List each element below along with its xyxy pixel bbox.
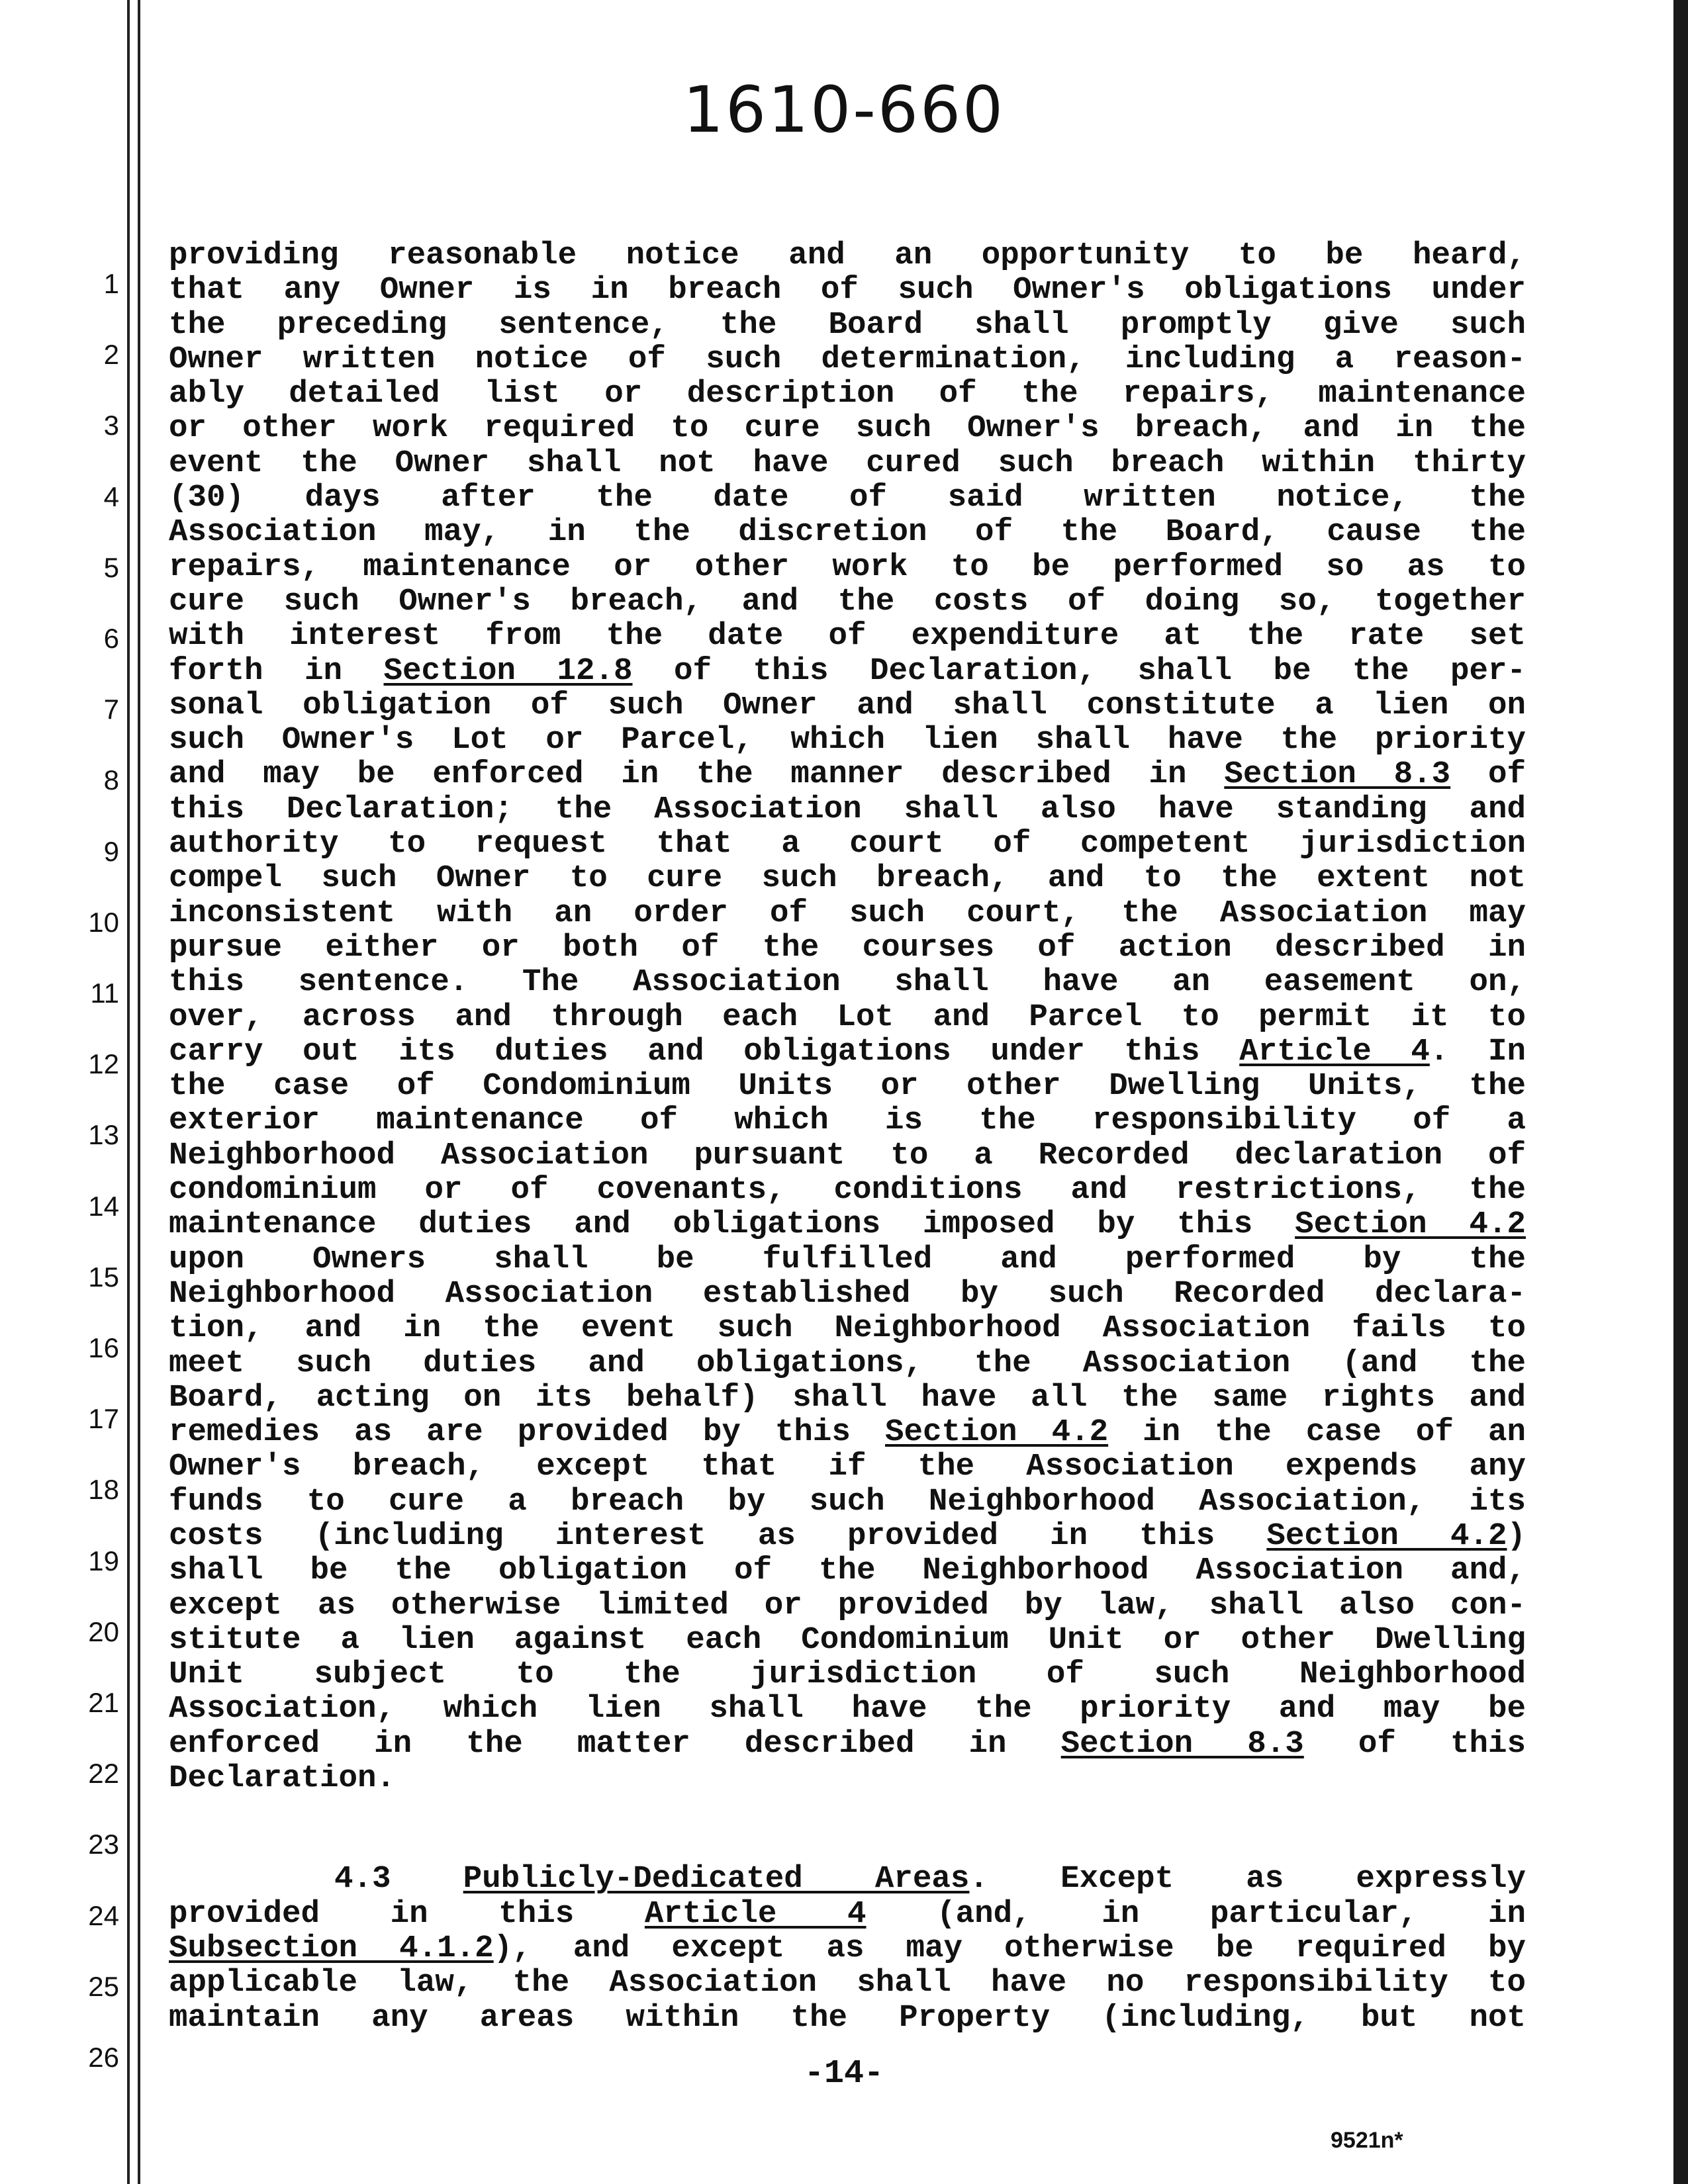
text-line: upon Owners shall be fulfilled and performed by the [169,1241,1526,1277]
text-line: that any Owner is in breach of such Owner's obligations under [169,272,1526,308]
line-number: 7 [103,694,119,725]
line-number: 17 [88,1403,119,1435]
text-line: repairs, maintenance or other work to be performed so as to [169,549,1526,585]
text-line: inconsistent with an order of such court, the Association may [169,895,1526,931]
line-number: 2 [103,339,119,371]
line-number: 23 [88,1829,119,1860]
text-line: pursue either or both of the courses of action described in [169,929,1526,966]
line-number: 11 [90,978,119,1009]
line-number: 10 [88,906,119,938]
text-line: maintain any areas within the Property (including, but not [169,1999,1526,2036]
text-line: providing reasonable notice and an opportunity to be heard, [169,238,1526,273]
line-number: 16 [88,1332,119,1363]
text-line: Unit subject to the jurisdiction of such Neighborhood [169,1657,1526,1693]
paragraph-4-3 [169,1862,1526,2034]
paragraph-1 [169,238,1526,1796]
text-line: Association may, in the discretion of the Board, cause the [169,514,1526,551]
text-line: compel such Owner to cure such breach, and to the extent not [169,860,1526,897]
text-line: costs (including interest as provided in this Section 4.2) [169,1518,1526,1554]
text-line: Subsection 4.1.2), and except as may otherwise be required by [169,1930,1526,1966]
text-line: meet such duties and obligations, the Association (and the [169,1345,1526,1381]
line-number: 14 [88,1190,119,1222]
cross-reference: Subsection 4.1.2 [169,1930,494,1966]
margin-rule-left [127,0,130,2184]
text-line: with interest from the date of expenditure at the rate set [169,618,1526,655]
text-line: and may be enforced in the manner described in Section 8.3 of [169,756,1526,793]
cross-reference: Section 12.8 [383,653,633,689]
line-number: 19 [88,1545,119,1576]
document-code: 9521n* [1331,2128,1403,2153]
line-number: 13 [88,1119,119,1151]
text-line: sonal obligation of such Owner and shall constitute a lien on [169,687,1526,723]
page-header-number: 1610-660 [682,73,1006,147]
text-line: this sentence. The Association shall have an easement on, [169,964,1526,1001]
line-number: 21 [88,1687,119,1718]
line-number: 8 [103,764,119,796]
cross-reference: Section 8.3 [1060,1725,1304,1762]
line-number: 12 [88,1048,119,1080]
page-number: -14- [804,2055,884,2093]
cross-reference: Section 4.2 [1266,1518,1507,1554]
cross-reference: Section 4.2 [885,1414,1109,1451]
text-line: shall be the obligation of the Neighborhood Association and, [169,1553,1526,1589]
line-number: 1 [103,268,119,299]
line-number: 26 [88,2042,119,2073]
line-number: 4 [103,480,119,512]
text-line: exterior maintenance of which is the responsibility of a [169,1103,1526,1139]
text-line: tion, and in the event such Neighborhood Association fails to [169,1310,1526,1347]
line-number: 20 [88,1615,119,1647]
text-line: condominium or of covenants, conditions and restrictions, the [169,1172,1526,1208]
line-number: 24 [88,1899,119,1931]
text-line: stitute a lien against each Condominium Unit or other Dwelling [169,1621,1526,1658]
text-line: forth in Section 12.8 of this Declaration, shall be the per- [169,653,1526,689]
text-line: the case of Condominium Units or other Dwelling Units, the [169,1068,1526,1105]
text-line: such Owner's Lot or Parcel, which lien shall have the priority [169,722,1526,758]
text-line: ably detailed list or description of the repairs, maintenance [169,376,1526,412]
text-line: provided in this Article 4 (and, in particular, in [169,1895,1526,1932]
text-line: Association, which lien shall have the priority and may be [169,1691,1526,1727]
text-line: or other work required to cure such Owner's breach, and in the [169,410,1526,447]
cross-reference: Section 8.3 [1224,756,1451,793]
text-line: Board, acting on its behalf) shall have all the same rights and [169,1379,1526,1416]
text-line: cure such Owner's breach, and the costs of doing so, together [169,583,1526,619]
cross-reference: Section 4.2 [1295,1206,1526,1243]
margin-rule-right [138,0,140,2184]
text-line: authority to request that a court of competent jurisdiction [169,826,1526,862]
cross-reference: Article 4 [644,1895,867,1932]
text-line: remedies as are provided by this Section 4.2 in the case of an [169,1414,1526,1451]
text-line: funds to cure a breach by such Neighborhood Association, its [169,1483,1526,1520]
document-body [169,238,1526,2035]
text-line: Neighborhood Association established by such Recorded declara- [169,1275,1526,1312]
text-line: applicable law, the Association shall have no responsibility to [169,1965,1526,2001]
text-line: the preceding sentence, the Board shall promptly give such [169,306,1526,343]
text-line: Owner's breach, except that if the Association expends any [169,1449,1526,1485]
text-line: Neighborhood Association pursuant to a Recorded declaration of [169,1137,1526,1173]
scan-edge-shadow [1673,0,1688,2184]
text-line: except as otherwise limited or provided by law, shall also con- [169,1587,1526,1623]
line-number: 3 [103,410,119,441]
text-line: event the Owner shall not have cured such breach within thirty [169,445,1526,481]
line-number: 22 [88,1758,119,1790]
line-number: 25 [88,1970,119,2002]
line-number: 15 [88,1261,119,1293]
text-line: carry out its duties and obligations under this Article 4. In [169,1033,1526,1069]
line-number: 9 [103,835,119,867]
text-line: Owner written notice of such determination, including a reason- [169,341,1526,377]
line-number: 18 [88,1474,119,1506]
text-line: over, across and through each Lot and Parcel to permit it to [169,999,1526,1035]
line-number: 6 [103,623,119,654]
cross-reference: Publicly-Dedicated Areas [463,1861,970,1897]
text-line: (30) days after the date of said written notice, the [169,480,1526,516]
cross-reference: Article 4 [1239,1033,1430,1069]
line-number: 5 [103,551,119,583]
text-line: enforced in the matter described in Section 8.3 of this [169,1725,1526,1762]
text-line: 4.3 Publicly-Dedicated Areas. Except as expressly [334,1861,1526,1897]
text-line: maintenance duties and obligations imposed by this Section 4.2 [169,1206,1526,1243]
text-line: this Declaration; the Association shall also have standing and [169,791,1526,827]
text-line: Declaration. [169,1760,396,1797]
paragraph-gap [169,1796,1526,1862]
